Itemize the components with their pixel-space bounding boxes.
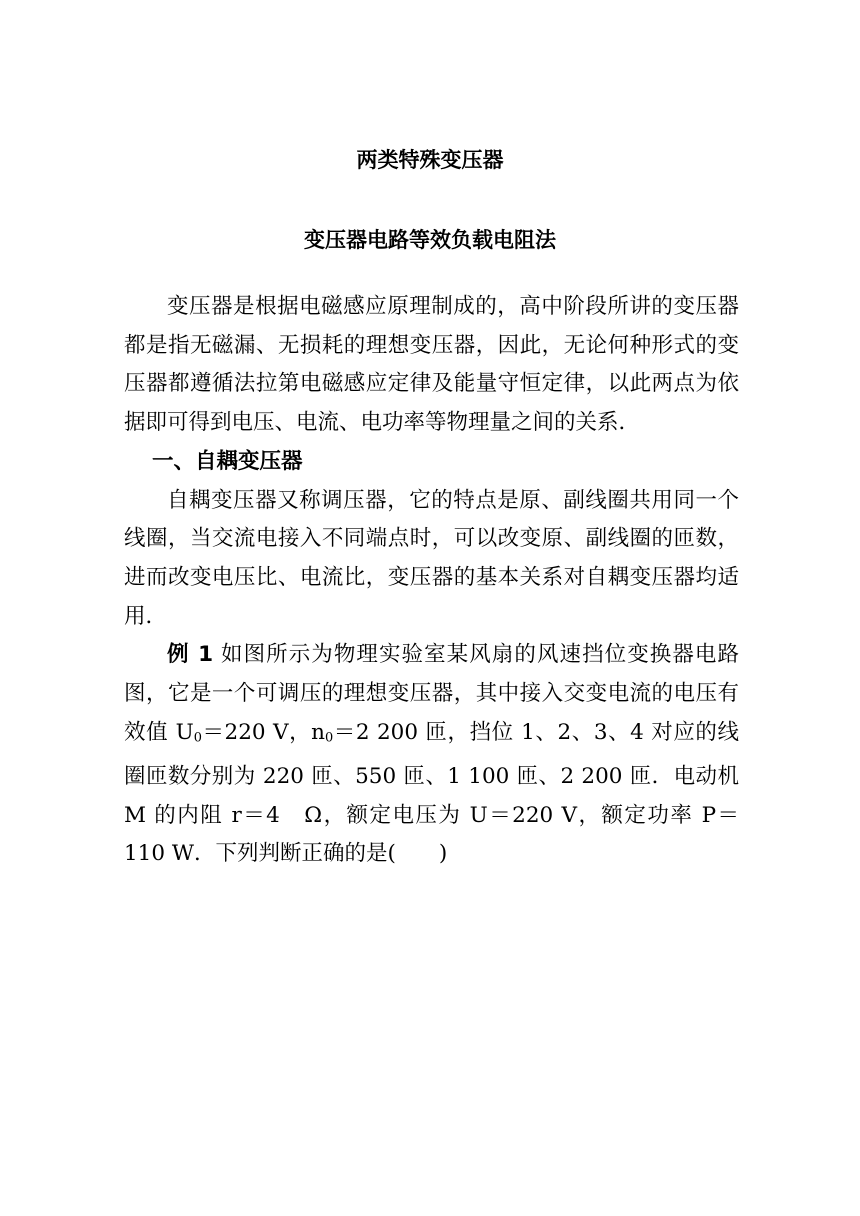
section-heading: 一、自耦变压器 [151,448,303,474]
example-text-part: ＝2 200 匝，挡位 1、2、3、4 对应的线圈匝数分别为 220 匝、550 匝、1 100 匝、2 200 匝．电动机 M 的内阻 r＝4 Ω，额定电压为 U＝220 V，额定功率 P＝110 W．下列判断正确的是( ) [124,719,739,867]
intro-paragraph: 变压器是根据电磁感应原理制成的，高中阶段所讲的变压器都是指无磁漏、无损耗的理想变压器，因此，无论何种形式的变压器都遵循法拉第电磁感应定律及能量守恒定律，以此两点为依据即可得到电压、电流、电功率等物理量之间的关系． [124,294,739,436]
document-title: 两类特殊变压器 [356,148,504,172]
example-text-part: ＝220 V，n [201,719,326,745]
example-label: 例 1 [167,642,214,668]
subscript-zero: 0 [193,730,202,746]
document-subtitle: 变压器电路等效负载电阻法 [304,228,556,252]
example-paragraph [124,636,739,874]
document-body [124,288,739,874]
section-paragraph: 自耦变压器又称调压器，它的特点是原、副线圈共用同一个线圈，当交流电接入不同端点时，可以改变原、副线圈的匝数，进而改变电压比、电流比，变压器的基本关系对自耦变压器均适用． [124,487,739,629]
subscript-zero: 0 [325,730,334,746]
example-text-part: 如图所示为物理实验室某风扇的风速挡位变换器电路图，它是一个可调压的理想变压器，其中接入交变电流的电压有效值 U [124,642,739,745]
